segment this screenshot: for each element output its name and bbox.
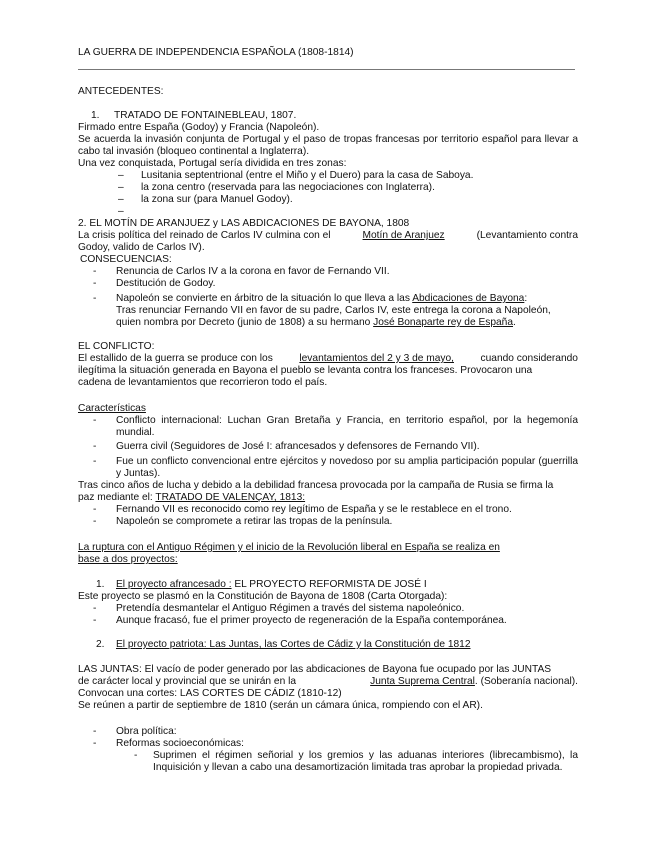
abdicaciones-bayona-link: Abdicaciones de Bayona (412, 293, 525, 304)
levantamientos-link: levantamientos del 2 y 3 de mayo, (299, 353, 454, 364)
text-run: paz mediante el: (78, 492, 153, 503)
sub-bullet: - (134, 750, 138, 761)
section1-paragraph: Una vez conquistada, Portugal sería dividida en tres zonas: (78, 158, 347, 169)
bullet: - (93, 441, 97, 452)
section2-title: 2. EL MOTÍN DE ARANJUEZ y LAS ABDICACIONES DE BAYONA, 1808 (78, 218, 410, 229)
section1-title: TRATADO DE FONTAINEBLEAU, 1807. (114, 110, 297, 121)
text-run: EL PROYECTO REFORMISTA DE JOSÉ I (234, 579, 427, 590)
text-run: . (513, 317, 516, 328)
text-run: cuando considerando (480, 353, 578, 364)
list-item: Fernando VII es reconocido como rey legítimo de España y se le restablece en el trono. (116, 504, 512, 515)
text-run: . (Soberanía nacional). (474, 676, 578, 687)
dash-bullet: – (118, 194, 124, 205)
list-item: Reformas socioeconómicas: (116, 738, 244, 749)
list-item: Aunque fracasó, fue el primer proyecto de regeneración de la España contemporánea. (116, 615, 507, 626)
caracteristicas-heading: Características (78, 403, 146, 414)
bullet: - (93, 726, 97, 737)
dash-bullet: – (118, 182, 124, 193)
bullet: - (93, 293, 97, 304)
list-item: Destitución de Godoy. (116, 278, 216, 289)
juntas-paragraph: LAS JUNTAS: El vacío de poder generado por las abdicaciones de Bayona fue ocupado por las JUNTAS (78, 664, 552, 675)
bullet: - (93, 516, 97, 527)
proyecto1-title (116, 579, 427, 591)
ruptura-heading: base a dos proyectos: (78, 554, 178, 565)
text-run: El estallido de la guerra se produce con los (78, 353, 273, 364)
bullet: - (93, 456, 97, 467)
caracteristicas-paragraph: Tras cinco años de lucha y debido a la debilidad francesa provocada por la campaña de Rusia se firma la (78, 480, 554, 491)
juntas-paragraph (78, 676, 578, 688)
conflicto-paragraph: ilegítima la situación generada en Bayona el pueblo se levanta contra los franceses. Provocaron una (78, 365, 533, 376)
text-run: El proyecto afrancesado : (116, 579, 232, 590)
conflicto-paragraph (78, 353, 578, 365)
proyecto1-number: 1. (96, 579, 105, 590)
text-run: : (524, 293, 528, 304)
consecuencias-heading: CONSECUENCIAS: (80, 254, 172, 265)
dash-bullet: – (118, 170, 124, 181)
sub-list-item: Suprimen el régimen señorial y los gremios y las aduanas interiores (librecambismo), la Inquisición y llevan a cabo una desamortización limitada tras aprobar la propiedad privada. (153, 750, 578, 773)
list-item: Obra política: (116, 726, 177, 737)
section2-paragraph (78, 230, 578, 242)
list-item: Guerra civil (Seguidores de José I: afrancesados y defensores de Fernando VII). (116, 441, 480, 452)
dash-bullet: – (118, 206, 124, 217)
bullet: - (93, 415, 97, 426)
juntas-paragraph: Convocan una cortes: LAS CORTES DE CÁDIZ (1810-12) (78, 688, 342, 699)
proyecto2-title: El proyecto patriota: Las Juntas, las Cortes de Cádiz y la Constitución de 1812 (116, 639, 471, 650)
bullet: - (93, 266, 97, 277)
caracteristicas-paragraph (78, 492, 305, 504)
text-run: La crisis política del reinado de Carlos IV culmina con el (78, 230, 331, 241)
tratado-valencay-link: TRATADO DE VALENÇAY, 1813: (155, 492, 306, 503)
junta-suprema-link: Junta Suprema Central (370, 676, 475, 687)
list-item-continuation (116, 317, 516, 329)
jose-bonaparte-link: José Bonaparte rey de España (373, 317, 514, 328)
text-run: quien nombra por Decreto (junio de 1808) a su hermano (116, 317, 371, 328)
list-item: Napoleón se compromete a retirar las tropas de la península. (116, 516, 393, 527)
list-item: Renuncia de Carlos IV a la corona en favor de Fernando VII. (116, 266, 390, 277)
title-divider (78, 69, 575, 70)
conflicto-paragraph: cadena de levantamientos que recorrieron todo el país. (78, 377, 328, 388)
text-run: de carácter local y provincial que se unirán en la (78, 676, 297, 687)
text-run (370, 676, 578, 688)
bullet: - (93, 738, 97, 749)
section2-paragraph: Godoy, valido de Carlos IV). (78, 242, 205, 253)
list-item: Pretendía desmantelar el Antiguo Régimen a través del sistema napoleónico. (116, 603, 465, 614)
antecedentes-heading: ANTECEDENTES: (78, 86, 164, 97)
text-run: Napoleón se convierte en árbitro de la situación lo que lleva a las (116, 293, 410, 304)
list-item: la zona sur (para Manuel Godoy). (141, 194, 293, 205)
section1-paragraph: Firmado entre España (Godoy) y Francia (Napoleón). (78, 122, 320, 133)
juntas-paragraph: Se reúnen a partir de septiembre de 1810 (serán un cámara única, rompiendo con el AR). (78, 700, 483, 711)
bullet: - (93, 615, 97, 626)
ruptura-heading: La ruptura con el Antiguo Régimen y el inicio de la Revolución liberal en España se realiza en (78, 542, 500, 553)
section1-paragraph: Se acuerda la invasión conjunta de Portugal y el paso de tropas francesas por territorio español para llevar a cabo tal invasión (bloqueo continental a Inglaterra). (78, 134, 578, 157)
bullet: - (93, 603, 97, 614)
list-item (116, 293, 527, 305)
section1-number: 1. (91, 110, 100, 121)
bullet: - (93, 278, 97, 289)
list-item: Conflicto internacional: Luchan Gran Bretaña y Francia, en territorio español, por la hegemonía mundial. (116, 415, 578, 438)
proyecto1-paragraph: Este proyecto se plasmó en la Constitución de Bayona de 1808 (Carta Otorgada): (78, 591, 448, 602)
list-item: Lusitania septentrional (entre el Miño y el Duero) para la casa de Saboya. (141, 170, 474, 181)
list-item-continuation: Tras renunciar Fernando VII en favor de su padre, Carlos IV, este entrega la corona a Napoleón, (116, 305, 551, 316)
proyecto2-number: 2. (96, 639, 105, 650)
bullet: - (93, 504, 97, 515)
conflicto-heading: EL CONFLICTO: (78, 341, 155, 352)
list-item: la zona centro (reservada para las negociaciones con Inglaterra). (141, 182, 435, 193)
list-item: Fue un conflicto convencional entre ejércitos y novedoso por su amplia participación popular (guerrilla y Juntas). (116, 456, 578, 479)
document-title: LA GUERRA DE INDEPENDENCIA ESPAÑOLA (1808-1814) (78, 47, 354, 58)
motin-aranjuez-link: Motín de Aranjuez (362, 230, 445, 241)
text-run: (Levantamiento contra (476, 230, 578, 241)
